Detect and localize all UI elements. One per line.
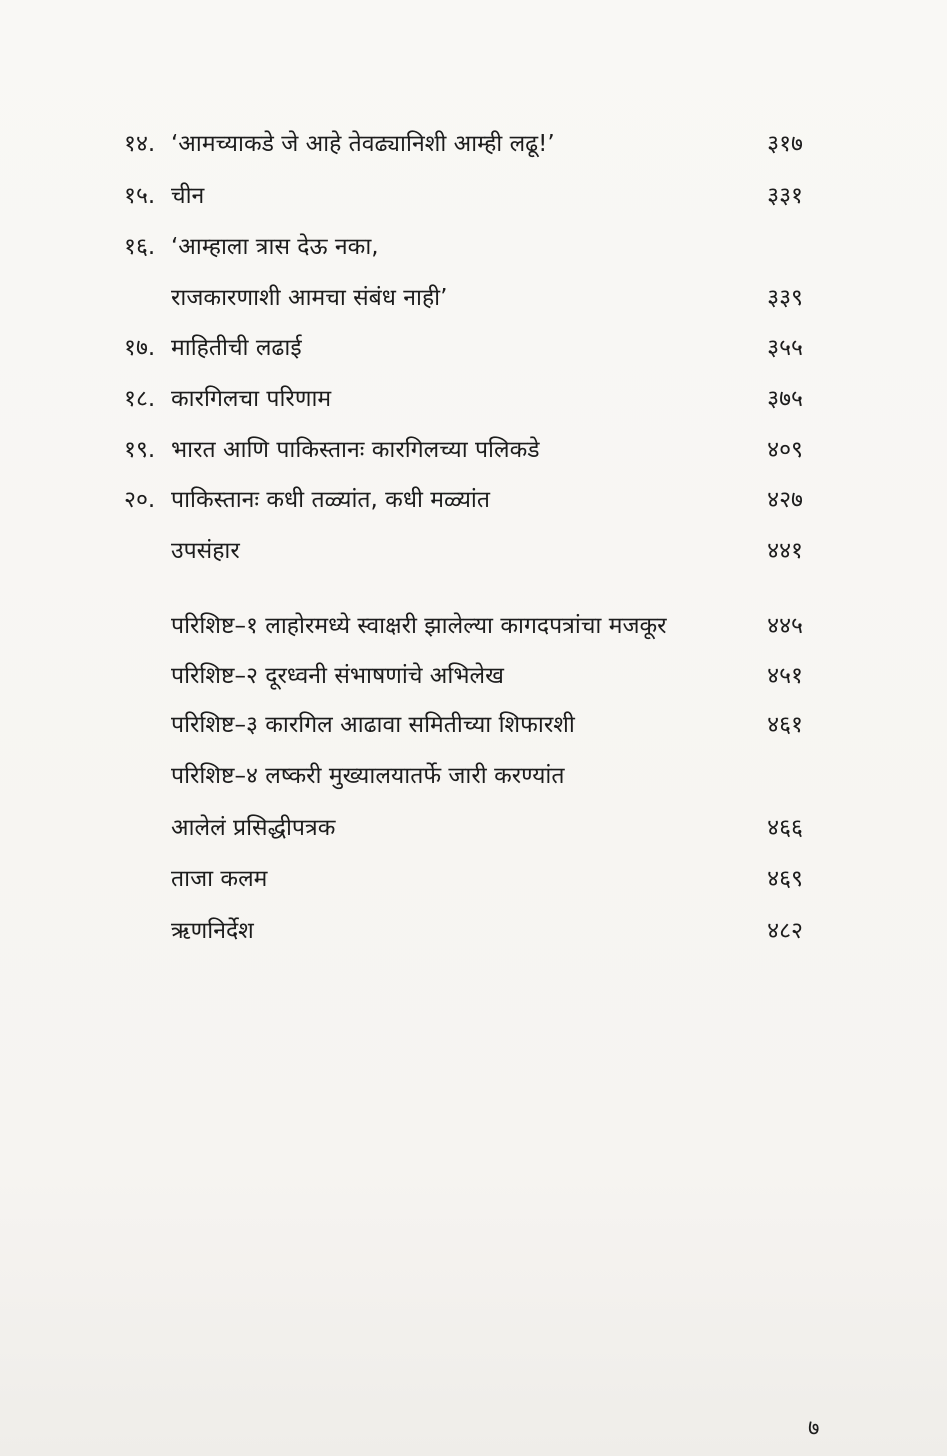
toc-entry — [0, 859, 947, 899]
appendix-title: परिशिष्ट–१ लाहोरमध्ये स्वाक्षरी झालेल्या कागदपत्रांचा मजकूर — [171, 613, 667, 639]
chapter-title: चीन — [171, 183, 205, 209]
chapter-title: कारगिलचा परिणाम — [171, 386, 332, 412]
appendix-title: परिशिष्ट–२ दूरध्वनी संभाषणांचे अभिलेख — [171, 663, 504, 689]
appendix-title: परिशिष्ट–३ कारगिल आढावा समितीच्या शिफारशी — [171, 712, 575, 738]
chapter-number: १८. — [124, 386, 156, 412]
toc-entry — [0, 227, 947, 267]
chapter-title: ‘आमच्याकडे जे आहे तेवढ्यानिशी आम्ही लढू!’ — [171, 131, 555, 157]
chapter-number: १६. — [124, 234, 156, 260]
toc-entry-continuation — [0, 808, 947, 848]
page-number: ४६६ — [767, 815, 803, 841]
toc-entry-appendix — [0, 606, 947, 646]
toc-entry-continuation — [0, 278, 947, 318]
toc-entry — [0, 379, 947, 419]
page-number: ४६९ — [767, 866, 803, 892]
acknowledgements-title: ऋणनिर्देश — [171, 918, 254, 944]
chapter-title: पाकिस्तानः कधी तळ्यांत, कधी मळ्यांत — [171, 487, 490, 513]
chapter-number: १४. — [124, 131, 156, 157]
page-number: ३३९ — [767, 285, 803, 311]
page-number: ४४५ — [767, 613, 803, 639]
page-number: ३७५ — [767, 386, 803, 412]
page-number: ४६१ — [767, 712, 803, 738]
chapter-number: १५. — [124, 183, 156, 209]
chapter-title: राजकारणाशी आमचा संबंध नाही’ — [171, 285, 448, 311]
toc-entry — [0, 480, 947, 520]
chapter-title: ‘आम्हाला त्रास देऊ नका, — [171, 234, 379, 260]
toc-entry — [0, 911, 947, 951]
page-number: ३१७ — [767, 131, 803, 157]
appendix-title: आलेलं प्रसिद्धीपत्रक — [171, 815, 336, 841]
chapter-title: भारत आणि पाकिस्तानः कारगिलच्या पलिकडे — [171, 437, 540, 463]
toc-entry — [0, 430, 947, 470]
page-number: ४५१ — [767, 663, 803, 689]
page-number: ३३१ — [767, 183, 803, 209]
chapter-number: १९. — [124, 437, 156, 463]
toc-entry — [0, 328, 947, 368]
chapter-title: माहितीची लढाई — [171, 335, 302, 361]
page-number: ४०९ — [767, 437, 803, 463]
toc-entry — [0, 124, 947, 164]
page-number: ४८२ — [767, 918, 803, 944]
toc-entry-appendix — [0, 656, 947, 696]
toc-entry — [0, 531, 947, 571]
toc-entry-appendix — [0, 756, 947, 796]
page-number: ३५५ — [767, 335, 803, 361]
page-number: ४२७ — [767, 487, 803, 513]
appendix-title: परिशिष्ट–४ लष्करी मुख्यालयातर्फे जारी करण्यांत — [171, 763, 565, 789]
chapter-number: २०. — [124, 487, 156, 513]
chapter-number: १७. — [124, 335, 156, 361]
postscript-title: ताजा कलम — [171, 866, 268, 892]
epilogue-title: उपसंहार — [171, 538, 240, 564]
page-number: ४४१ — [767, 538, 803, 564]
toc-entry — [0, 176, 947, 216]
folio-page-number: ७ — [808, 1416, 820, 1441]
toc-entry-appendix — [0, 705, 947, 745]
